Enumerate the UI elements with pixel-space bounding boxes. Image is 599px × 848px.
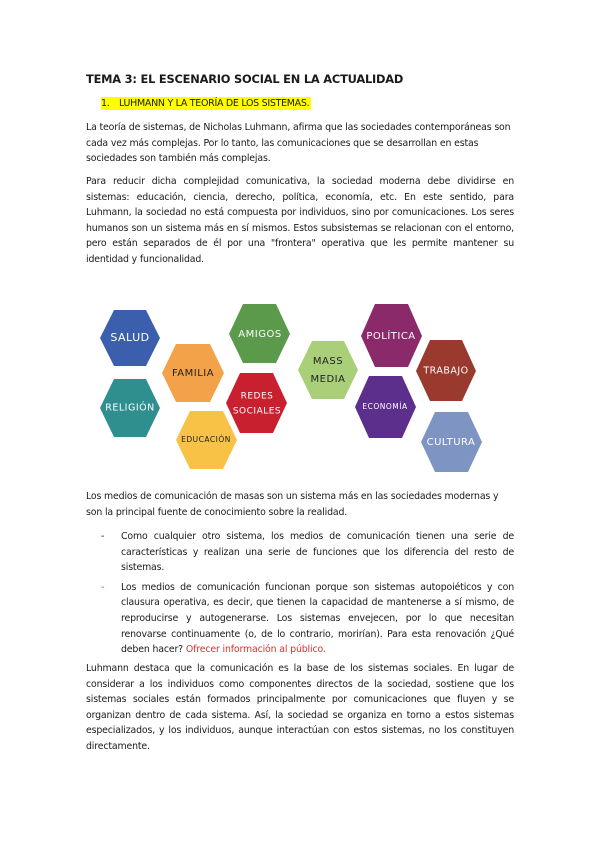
section-heading: [101, 97, 311, 110]
hex-educacion: [176, 411, 237, 469]
hex-salud: [100, 310, 160, 366]
bullet-item: [101, 580, 514, 658]
bullet-text: Los medios de comunicación funcionan porque son sistemas autopoiéticos y con clausura operativa, es decir, que tienen la capacidad de mantenerse a sí mismo, de reproducirse y autogenerarse. Los sistemas envejecen, por lo que necesitan renovarse continuamente (o, de lo contrario, morirían). Para esta renovación ¿Qué deben hacer?: [121, 581, 514, 656]
bullet-highlight: Ofrecer información al público.: [185, 644, 326, 656]
hex-label-economia: ECONOMÍA: [362, 402, 408, 411]
hex-label-familia: FAMILIA: [171, 368, 215, 379]
paragraph-mass-media: Los medios de comunicación de masas son un sistema más en las sociedades modernas y son la principal fuente de conocimiento sobre la realidad.: [86, 491, 499, 518]
hex-label-cultura: CULTURA: [426, 437, 476, 448]
bullet-item: [101, 529, 514, 576]
hex-trabajo: [416, 340, 476, 401]
hex-redes-sociales: [226, 373, 287, 433]
hex-label-redes-line1: REDES: [240, 391, 274, 402]
hex-label-religion: RELIGIÓN: [105, 402, 155, 414]
bullet-text: Como cualquier otro sistema, los medios de comunicación tienen una serie de características y realizan una serie de funciones que los diferencia del resto de sistemas.: [121, 531, 514, 574]
hex-label-trabajo: TRABAJO: [423, 365, 469, 377]
document-title: TEMA 3: EL ESCENARIO SOCIAL EN LA ACTUALIDAD: [86, 72, 404, 86]
hex-label-redes-line2: SOCIALES: [232, 406, 282, 417]
hex-politica: [361, 304, 422, 367]
hex-cultura: [421, 412, 482, 472]
paragraph-systems: Para reducir dicha complejidad comunicativa, la sociedad moderna debe dividirse en sistemas: educación, ciencia, derecho, política, economía, etc. En este sentido, para Luhmann, la sociedad no está compuesta por individuos, sino por comunicaciones. Los seres humanos son un sistema más en sí mismos. Estos subsistemas se relacionan con el entorno, pero están separados de él por una "frontera" operativa que les permite mantener su identidad y funcionalidad.: [86, 176, 514, 265]
bullet-dash: -: [101, 581, 105, 593]
hex-label-mass-line1: MASS: [312, 356, 344, 367]
hex-shape-redes-sociales: [226, 373, 287, 433]
hex-label-amigos: AMIGOS: [238, 329, 282, 340]
hex-label-politica: POLÍTICA: [366, 331, 416, 342]
hex-economia: [355, 376, 416, 438]
social-systems-diagram: [86, 290, 514, 486]
section-number: 1.: [101, 98, 110, 109]
hex-amigos: [229, 304, 290, 363]
hex-shape-mass-media: [298, 341, 358, 399]
paragraph-conclusion: Luhmann destaca que la comunicación es la base de los sistemas sociales. En lugar de considerar a los individuos como componentes directos de la sociedad, sostiene que los sistemas sociales están formados principalmente por comunicaciones que fluyen y se organizan dentro de cada sistema. Así, la sociedad se organiza en torno a estos sistemas especializados, y los individuos, aunque interactúan con estos sistemas, no los constituyen directamente.: [86, 663, 514, 752]
hex-label-salud: SALUD: [110, 331, 150, 344]
paragraph-intro: La teoría de sistemas, de Nicholas Luhmann, afirma que las sociedades contemporáneas son cada vez más complejas. Por lo tanto, las comunicaciones que se desarrollan en estas sociedades son también más complejas.: [86, 122, 511, 165]
section-heading-text: LUHMANN Y LA TEORÍA DE LOS SISTEMAS.: [119, 98, 310, 109]
hex-label-educacion: EDUCACIÓN: [181, 435, 231, 444]
bullet-dash: -: [101, 531, 105, 542]
hex-label-mass-line2: MEDIA: [310, 374, 346, 385]
bullet-list: [101, 529, 514, 662]
hex-religion: [100, 379, 160, 437]
hex-mass-media: [298, 341, 358, 399]
hex-familia: [162, 344, 224, 402]
